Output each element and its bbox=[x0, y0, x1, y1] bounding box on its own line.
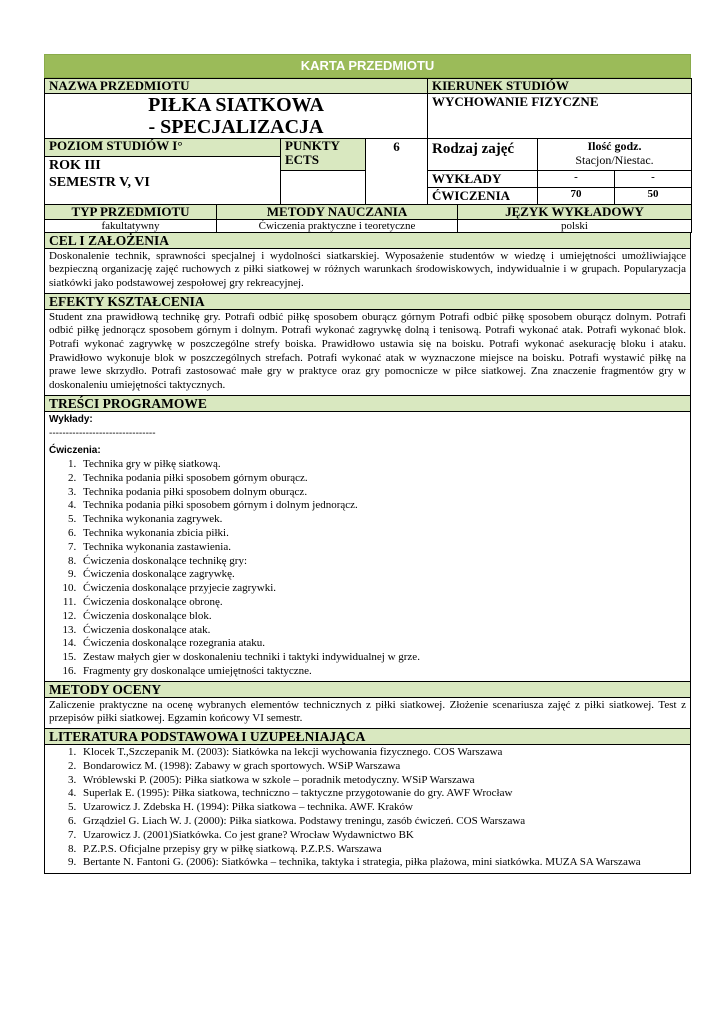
assessment-heading: METODY OCENY bbox=[44, 682, 691, 698]
name-table bbox=[44, 78, 692, 139]
hours-cell bbox=[538, 139, 692, 170]
program-item: 7. Technika wykonania zastawienia. bbox=[79, 541, 686, 555]
course-name-line1: PIŁKA SIATKOWA bbox=[148, 94, 324, 116]
program-item: 2. Technika podania piłki sposobem górnym oburącz. bbox=[79, 472, 686, 486]
methods-value: Ćwiczenia praktyczne i teoretyczne bbox=[217, 219, 458, 232]
program-item: 15. Zestaw małych gier w doskonaleniu techniki i taktyki indywidualnej w grze. bbox=[79, 651, 686, 665]
level-label: POZIOM STUDIÓW I° bbox=[45, 139, 281, 156]
effects-text: Student zna prawidłową technikę gry. Potrafi odbić piłkę sposobem oburącz górnym Potrafi odbić piłkę sposobem oburącz dolnym. Potrafi odbić piłkę jednorącz sposobem górnym i dolnym. Potrafi wykonać zagrywkę dolną i tenisową. Potrafi wykonać atak. Potrafi wykonać blok. Potrafi wykonać zagrywkę w poszczególne strefy boiska. Prawidłowo ustawia się na boisku. Potrafi wykonać asekurację bloku i ataku. Prawidłowo wykonuje blok w poszczególnych strefach. Potrafi wykonać atak w wyznaczone miejsce na boisku. Potrafi wystawić piłkę na prawe lewe skrzydło. Potrafi zastosować małe gry w praktyce oraz gry pomocnicze w piłce siatkowej. Zna znaczenie fragmentów gry w doskonaleniu umiejętności taktycznych. bbox=[44, 310, 691, 396]
lectures-stac: - bbox=[538, 170, 615, 187]
lectures-label: WYKŁADY bbox=[428, 170, 538, 187]
level-table bbox=[44, 139, 692, 205]
program-item: 9. Ćwiczenia doskonalące zagrywkę. bbox=[79, 568, 686, 582]
literature-body bbox=[44, 745, 691, 874]
direction-value: WYCHOWANIE FIZYCZNE bbox=[428, 94, 692, 139]
language-value: polski bbox=[458, 219, 692, 232]
literature-item: 1. Klocek T.,Szczepanik M. (2003): Siatkówka na lekcji wychowania fizycznego. COS Warszawa bbox=[79, 746, 686, 760]
ects-label: PUNKTY ECTS bbox=[281, 139, 366, 170]
program-item: 3. Technika podania piłki sposobem dolnym oburącz. bbox=[79, 486, 686, 500]
program-item: 5. Technika wykonania zagrywek. bbox=[79, 513, 686, 527]
literature-item: 4. Superlak E. (1995): Piłka siatkowa, techniczno – taktyczne przygotowanie do gry. AWF Wrocław bbox=[79, 787, 686, 801]
effects-heading: EFEKTY KSZTAŁCENIA bbox=[44, 294, 691, 310]
program-body bbox=[44, 412, 691, 682]
program-item: 14. Ćwiczenia doskonalące rozegrania ataku. bbox=[79, 637, 686, 651]
card-banner: KARTA PRZEDMIOTU bbox=[44, 54, 691, 78]
assessment-text: Zaliczenie praktyczne na ocenę wybranych elementów technicznych z piłki siatkowej. Złożenie scenariusza zajęć z piłki siatkowej. Test z przepisów piłki siatkowej. Egzamin końcowy VI semestr. bbox=[44, 698, 691, 729]
program-item: 4. Technika podania piłki sposobem górnym i dolnym jednorącz. bbox=[79, 499, 686, 513]
program-item: 8. Ćwiczenia doskonalące technikę gry: bbox=[79, 555, 686, 569]
program-item: 11. Ćwiczenia doskonalące obronę. bbox=[79, 596, 686, 610]
program-item: 10. Ćwiczenia doskonalące przyjecie zagrywki. bbox=[79, 582, 686, 596]
exercises-stac: 70 bbox=[538, 187, 615, 204]
hours-label: Ilość godz. bbox=[587, 139, 642, 153]
year-semester bbox=[45, 156, 281, 204]
literature-item: 5. Uzarowicz J. Zdebska H. (1994): Piłka siatkowa – technika. AWF. Kraków bbox=[79, 801, 686, 815]
literature-item: 7. Uzarowicz J. (2001)Siatkówka. Co jest grane? Wrocław Wydawnictwo BK bbox=[79, 829, 686, 843]
program-exercises-label: Ćwiczenia: bbox=[49, 445, 101, 457]
literature-heading: LITERATURA PODSTAWOWA I UZUPEŁNIAJĄCA bbox=[44, 729, 691, 745]
program-item: 1. Technika gry w piłkę siatkową. bbox=[79, 458, 686, 472]
name-label: NAZWA PRZEDMIOTU bbox=[45, 79, 428, 94]
program-list bbox=[49, 458, 686, 679]
program-item: 6. Technika wykonania zbicia piłki. bbox=[79, 527, 686, 541]
program-item: 12. Ćwiczenia doskonalące blok. bbox=[79, 610, 686, 624]
class-type-label: Rodzaj zajęć bbox=[428, 139, 538, 170]
type-header: TYP PRZEDMIOTU bbox=[45, 205, 217, 220]
program-item: 16. Fragmenty gry doskonalące umiejętności taktyczne. bbox=[79, 665, 686, 679]
course-name bbox=[45, 94, 428, 139]
course-name-line2: - SPECJALIZACJA bbox=[148, 116, 324, 138]
ects-value: 6 bbox=[366, 139, 428, 204]
program-item: 13. Ćwiczenia doskonalące atak. bbox=[79, 624, 686, 638]
ects-empty bbox=[281, 170, 366, 204]
program-lectures-label: Wykłady: bbox=[49, 413, 93, 425]
literature-item: 6. Grządziel G. Liach W. J. (2000): Piłka siatkowa. Podstawy treningu, zasób ćwiczeń. COS Warszawa bbox=[79, 815, 686, 829]
direction-label: KIERUNEK STUDIÓW bbox=[428, 79, 692, 94]
exercises-label: ĆWICZENIA bbox=[428, 187, 538, 204]
type-value: fakultatywny bbox=[45, 219, 217, 232]
exercises-niest: 50 bbox=[615, 187, 692, 204]
methods-header: METODY NAUCZANIA bbox=[217, 205, 458, 220]
literature-item: 8. P.Z.P.S. Oficjalne przepisy gry w piłkę siatkową. P.Z.P.S. Warszawa bbox=[79, 843, 686, 857]
program-heading: TREŚCI PROGRAMOWE bbox=[44, 396, 691, 412]
goal-heading: CEL I ZAŁOŻENIA bbox=[44, 233, 691, 249]
course-card bbox=[44, 54, 691, 874]
semester: SEMESTR V, VI bbox=[49, 174, 150, 190]
lectures-niest: - bbox=[615, 170, 692, 187]
program-lectures-dash: -------------------------------- bbox=[49, 427, 156, 439]
literature-item: 9. Bertante N. Fantoni G. (2006): Siatkówka – technika, taktyka i strategia, piłka plażowa, mini siatkówka. MUZA SA Warszawa bbox=[79, 856, 686, 870]
goal-text: Doskonalenie technik, sprawności specjalnej i wydolności siatkarskiej. Wyposażenie studentów w wiedzę i umiejętności umożliwiające bezpieczną organizację zajęć ruchowych z piłki siatkowej w różnych warunkach środowiskowych, indywidualnie i w grupach. Popularyzacja siatkówki jako podstawowej zespołowej gry rekreacyjnej. bbox=[44, 249, 691, 294]
language-header: JĘZYK WYKŁADOWY bbox=[458, 205, 692, 220]
type-table bbox=[44, 205, 692, 233]
year: ROK III bbox=[49, 157, 101, 173]
hours-sub: Stacjon/Niestac. bbox=[575, 153, 654, 167]
literature-list bbox=[49, 746, 686, 870]
literature-item: 2. Bondarowicz M. (1998): Zabawy w grach sportowych. WSiP Warszawa bbox=[79, 760, 686, 774]
literature-item: 3. Wróblewski P. (2005): Piłka siatkowa w szkole – poradnik metodyczny. WSiP Warszawa bbox=[79, 774, 686, 788]
